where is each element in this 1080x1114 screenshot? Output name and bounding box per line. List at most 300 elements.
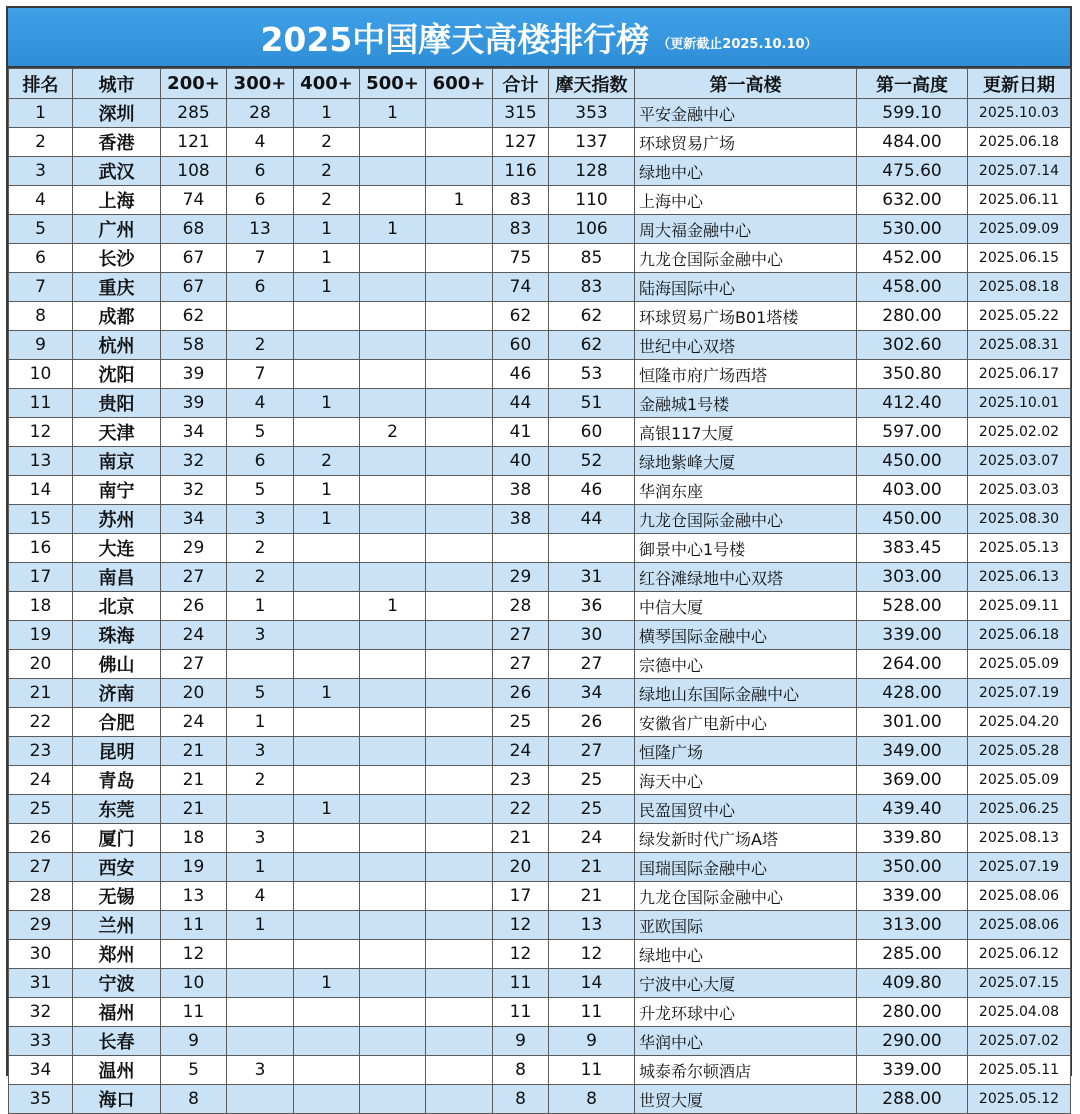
- cell-index: 21: [549, 882, 635, 911]
- cell-count-200: 11: [161, 998, 227, 1027]
- cell-rank: 12: [9, 418, 73, 447]
- cell-update-date: 2025.10.03: [968, 99, 1071, 128]
- table-body: [9, 99, 1071, 1114]
- cell-tallest-height: 439.40: [857, 795, 968, 824]
- cell-count-500: [360, 128, 426, 157]
- cell-count-300: [227, 1085, 294, 1114]
- cell-tallest-height: 632.00: [857, 186, 968, 215]
- cell-total: 8: [493, 1085, 549, 1114]
- cell-index: 83: [549, 273, 635, 302]
- cell-city: 厦门: [73, 824, 161, 853]
- table-row: [9, 1056, 1071, 1085]
- column-header-tallest-height: 第一高度: [857, 69, 968, 99]
- cell-city: 苏州: [73, 505, 161, 534]
- cell-count-600: [426, 853, 493, 882]
- cell-index: 51: [549, 389, 635, 418]
- cell-count-300: [227, 940, 294, 969]
- cell-city: 贵阳: [73, 389, 161, 418]
- table-row: [9, 1027, 1071, 1056]
- cell-city: 南京: [73, 447, 161, 476]
- cell-total: 23: [493, 766, 549, 795]
- cell-count-500: [360, 1085, 426, 1114]
- cell-total: 60: [493, 331, 549, 360]
- cell-tallest-height: 339.80: [857, 824, 968, 853]
- cell-tallest-building: 亚欧国际: [635, 911, 857, 940]
- table-row: [9, 592, 1071, 621]
- cell-count-500: [360, 737, 426, 766]
- cell-update-date: 2025.08.13: [968, 824, 1071, 853]
- column-header-update-date: 更新日期: [968, 69, 1071, 99]
- cell-city: 大连: [73, 534, 161, 563]
- cell-count-600: [426, 650, 493, 679]
- cell-index: 62: [549, 302, 635, 331]
- cell-tallest-height: 350.00: [857, 853, 968, 882]
- cell-index: 21: [549, 853, 635, 882]
- table-row: [9, 331, 1071, 360]
- table-row: [9, 824, 1071, 853]
- cell-update-date: 2025.05.22: [968, 302, 1071, 331]
- cell-count-500: 1: [360, 592, 426, 621]
- cell-tallest-building: 上海中心: [635, 186, 857, 215]
- table-row: [9, 708, 1071, 737]
- cell-count-400: 2: [294, 447, 360, 476]
- cell-total: 315: [493, 99, 549, 128]
- cell-count-200: 27: [161, 650, 227, 679]
- cell-count-400: [294, 708, 360, 737]
- table-row: [9, 418, 1071, 447]
- cell-rank: 25: [9, 795, 73, 824]
- cell-rank: 2: [9, 128, 73, 157]
- cell-count-300: 1: [227, 853, 294, 882]
- cell-rank: 27: [9, 853, 73, 882]
- cell-rank: 8: [9, 302, 73, 331]
- cell-update-date: 2025.06.17: [968, 360, 1071, 389]
- cell-index: 25: [549, 766, 635, 795]
- cell-count-500: [360, 244, 426, 273]
- cell-tallest-building: 宁波中心大厦: [635, 969, 857, 998]
- table-row: [9, 1085, 1071, 1114]
- table-row: [9, 505, 1071, 534]
- cell-index: 8: [549, 1085, 635, 1114]
- cell-count-400: [294, 418, 360, 447]
- cell-count-500: [360, 969, 426, 998]
- cell-count-600: [426, 969, 493, 998]
- cell-update-date: 2025.06.11: [968, 186, 1071, 215]
- cell-count-500: [360, 998, 426, 1027]
- cell-rank: 26: [9, 824, 73, 853]
- cell-rank: 19: [9, 621, 73, 650]
- cell-city: 香港: [73, 128, 161, 157]
- cell-count-200: 62: [161, 302, 227, 331]
- cell-count-200: 58: [161, 331, 227, 360]
- cell-count-400: 1: [294, 99, 360, 128]
- cell-tallest-building: 升龙环球中心: [635, 998, 857, 1027]
- table-row: [9, 621, 1071, 650]
- cell-count-600: [426, 157, 493, 186]
- cell-count-300: 2: [227, 766, 294, 795]
- cell-count-200: 39: [161, 389, 227, 418]
- cell-count-600: [426, 360, 493, 389]
- table-row: [9, 795, 1071, 824]
- cell-count-200: 34: [161, 418, 227, 447]
- cell-tallest-building: 宗德中心: [635, 650, 857, 679]
- cell-tallest-height: 428.00: [857, 679, 968, 708]
- cell-total: 8: [493, 1056, 549, 1085]
- cell-city: 佛山: [73, 650, 161, 679]
- cell-count-300: 2: [227, 331, 294, 360]
- cell-rank: 20: [9, 650, 73, 679]
- cell-total: 46: [493, 360, 549, 389]
- cell-total: 116: [493, 157, 549, 186]
- cell-tallest-building: 绿地紫峰大厦: [635, 447, 857, 476]
- cell-index: 128: [549, 157, 635, 186]
- cell-count-600: [426, 940, 493, 969]
- cell-count-400: [294, 1027, 360, 1056]
- cell-count-400: [294, 650, 360, 679]
- cell-total: 12: [493, 940, 549, 969]
- cell-rank: 29: [9, 911, 73, 940]
- cell-count-400: [294, 563, 360, 592]
- cell-tallest-height: 452.00: [857, 244, 968, 273]
- cell-rank: 34: [9, 1056, 73, 1085]
- cell-count-300: 6: [227, 186, 294, 215]
- column-header-rank: 排名: [9, 69, 73, 99]
- cell-count-200: 18: [161, 824, 227, 853]
- cell-count-500: [360, 911, 426, 940]
- cell-tallest-building: 中信大厦: [635, 592, 857, 621]
- cell-city: 西安: [73, 853, 161, 882]
- cell-rank: 31: [9, 969, 73, 998]
- cell-count-500: 1: [360, 215, 426, 244]
- cell-count-200: 285: [161, 99, 227, 128]
- cell-count-600: [426, 331, 493, 360]
- cell-update-date: 2025.08.06: [968, 911, 1071, 940]
- cell-count-600: [426, 1027, 493, 1056]
- cell-count-300: 5: [227, 679, 294, 708]
- cell-index: 25: [549, 795, 635, 824]
- cell-total: [493, 534, 549, 563]
- cell-tallest-height: 288.00: [857, 1085, 968, 1114]
- table-row: [9, 128, 1071, 157]
- cell-count-200: 68: [161, 215, 227, 244]
- cell-count-600: [426, 824, 493, 853]
- cell-total: 127: [493, 128, 549, 157]
- cell-count-200: 67: [161, 273, 227, 302]
- cell-count-500: 1: [360, 99, 426, 128]
- table-row: [9, 650, 1071, 679]
- cell-count-300: 3: [227, 1056, 294, 1085]
- cell-city: 海口: [73, 1085, 161, 1114]
- cell-index: 34: [549, 679, 635, 708]
- cell-count-600: [426, 215, 493, 244]
- cell-tallest-height: 369.00: [857, 766, 968, 795]
- cell-update-date: 2025.06.13: [968, 563, 1071, 592]
- cell-count-300: [227, 795, 294, 824]
- cell-update-date: 2025.07.15: [968, 969, 1071, 998]
- cell-count-300: [227, 302, 294, 331]
- table-header-row: [9, 69, 1071, 99]
- cell-update-date: 2025.06.15: [968, 244, 1071, 273]
- cell-total: 29: [493, 563, 549, 592]
- column-header-count-200: 200+: [161, 69, 227, 99]
- cell-count-400: 2: [294, 128, 360, 157]
- cell-count-200: 26: [161, 592, 227, 621]
- cell-rank: 7: [9, 273, 73, 302]
- cell-total: 22: [493, 795, 549, 824]
- cell-city: 南昌: [73, 563, 161, 592]
- cell-index: 11: [549, 998, 635, 1027]
- cell-count-200: 67: [161, 244, 227, 273]
- cell-update-date: 2025.05.12: [968, 1085, 1071, 1114]
- cell-city: 合肥: [73, 708, 161, 737]
- cell-tallest-building: 世纪中心双塔: [635, 331, 857, 360]
- cell-tallest-height: 528.00: [857, 592, 968, 621]
- cell-count-400: 1: [294, 679, 360, 708]
- ranking-table: [8, 68, 1071, 1114]
- cell-index: 12: [549, 940, 635, 969]
- cell-city: 郑州: [73, 940, 161, 969]
- column-header-count-500: 500+: [360, 69, 426, 99]
- cell-update-date: 2025.06.18: [968, 128, 1071, 157]
- cell-total: 11: [493, 969, 549, 998]
- table-row: [9, 940, 1071, 969]
- cell-tallest-height: 280.00: [857, 998, 968, 1027]
- cell-total: 38: [493, 505, 549, 534]
- cell-tallest-building: 绿发新时代广场A塔: [635, 824, 857, 853]
- cell-tallest-height: 403.00: [857, 476, 968, 505]
- cell-count-600: [426, 244, 493, 273]
- cell-index: 137: [549, 128, 635, 157]
- cell-count-500: [360, 621, 426, 650]
- cell-rank: 6: [9, 244, 73, 273]
- cell-count-600: [426, 998, 493, 1027]
- cell-city: 长沙: [73, 244, 161, 273]
- cell-index: 27: [549, 650, 635, 679]
- cell-count-500: [360, 679, 426, 708]
- cell-count-400: [294, 331, 360, 360]
- cell-index: 46: [549, 476, 635, 505]
- cell-index: 13: [549, 911, 635, 940]
- cell-count-200: 5: [161, 1056, 227, 1085]
- column-header-count-400: 400+: [294, 69, 360, 99]
- cell-count-400: [294, 1056, 360, 1085]
- cell-tallest-height: 301.00: [857, 708, 968, 737]
- cell-count-500: [360, 273, 426, 302]
- cell-count-400: [294, 1085, 360, 1114]
- cell-tallest-building: 陆海国际中心: [635, 273, 857, 302]
- cell-count-200: 11: [161, 911, 227, 940]
- cell-total: 27: [493, 650, 549, 679]
- cell-count-600: [426, 563, 493, 592]
- cell-count-200: 32: [161, 447, 227, 476]
- cell-count-600: [426, 505, 493, 534]
- cell-rank: 30: [9, 940, 73, 969]
- cell-index: 85: [549, 244, 635, 273]
- cell-tallest-building: 国瑞国际金融中心: [635, 853, 857, 882]
- cell-count-600: [426, 273, 493, 302]
- cell-count-600: [426, 1056, 493, 1085]
- cell-count-200: 8: [161, 1085, 227, 1114]
- cell-count-300: 13: [227, 215, 294, 244]
- cell-count-600: [426, 128, 493, 157]
- cell-rank: 13: [9, 447, 73, 476]
- cell-count-600: [426, 389, 493, 418]
- cell-count-200: 39: [161, 360, 227, 389]
- cell-update-date: 2025.06.12: [968, 940, 1071, 969]
- cell-total: 9: [493, 1027, 549, 1056]
- cell-update-date: 2025.08.18: [968, 273, 1071, 302]
- cell-tallest-building: 恒隆市府广场西塔: [635, 360, 857, 389]
- cell-count-200: 27: [161, 563, 227, 592]
- cell-tallest-height: 484.00: [857, 128, 968, 157]
- cell-update-date: 2025.08.30: [968, 505, 1071, 534]
- ranking-sheet: [6, 6, 1072, 1111]
- cell-count-600: [426, 882, 493, 911]
- cell-tallest-building: 海天中心: [635, 766, 857, 795]
- cell-index: 9: [549, 1027, 635, 1056]
- cell-total: 40: [493, 447, 549, 476]
- cell-city: 武汉: [73, 157, 161, 186]
- cell-count-500: [360, 476, 426, 505]
- cell-count-500: [360, 186, 426, 215]
- cell-total: 21: [493, 824, 549, 853]
- cell-rank: 28: [9, 882, 73, 911]
- column-header-index: 摩天指数: [549, 69, 635, 99]
- cell-count-200: 24: [161, 708, 227, 737]
- cell-count-500: [360, 795, 426, 824]
- cell-update-date: 2025.04.20: [968, 708, 1071, 737]
- table-row: [9, 99, 1071, 128]
- table-row: [9, 476, 1071, 505]
- cell-tallest-height: 290.00: [857, 1027, 968, 1056]
- cell-index: 27: [549, 737, 635, 766]
- cell-tallest-height: 350.80: [857, 360, 968, 389]
- cell-count-400: [294, 737, 360, 766]
- cell-count-500: [360, 853, 426, 882]
- cell-count-400: 1: [294, 969, 360, 998]
- cell-count-300: 4: [227, 389, 294, 418]
- cell-update-date: 2025.04.08: [968, 998, 1071, 1027]
- cell-count-400: [294, 853, 360, 882]
- cell-count-200: 12: [161, 940, 227, 969]
- cell-update-date: 2025.07.14: [968, 157, 1071, 186]
- cell-count-400: 2: [294, 157, 360, 186]
- cell-rank: 5: [9, 215, 73, 244]
- cell-index: 44: [549, 505, 635, 534]
- cell-tallest-height: 280.00: [857, 302, 968, 331]
- cell-total: 75: [493, 244, 549, 273]
- cell-tallest-height: 458.00: [857, 273, 968, 302]
- cell-count-200: 19: [161, 853, 227, 882]
- cell-update-date: 2025.03.03: [968, 476, 1071, 505]
- cell-tallest-height: 285.00: [857, 940, 968, 969]
- cell-tallest-height: 412.40: [857, 389, 968, 418]
- cell-count-600: [426, 592, 493, 621]
- cell-count-500: [360, 882, 426, 911]
- cell-city: 深圳: [73, 99, 161, 128]
- cell-count-600: [426, 476, 493, 505]
- table-row: [9, 215, 1071, 244]
- cell-city: 沈阳: [73, 360, 161, 389]
- cell-index: [549, 534, 635, 563]
- cell-total: 38: [493, 476, 549, 505]
- table-row: [9, 360, 1071, 389]
- cell-tallest-height: 339.00: [857, 882, 968, 911]
- table-row: [9, 998, 1071, 1027]
- cell-tallest-building: 华润东座: [635, 476, 857, 505]
- cell-tallest-building: 绿地中心: [635, 157, 857, 186]
- cell-update-date: 2025.10.01: [968, 389, 1071, 418]
- cell-total: 27: [493, 621, 549, 650]
- cell-rank: 22: [9, 708, 73, 737]
- cell-count-400: [294, 360, 360, 389]
- cell-count-400: [294, 621, 360, 650]
- cell-city: 福州: [73, 998, 161, 1027]
- cell-tallest-building: 安徽省广电新中心: [635, 708, 857, 737]
- cell-index: 53: [549, 360, 635, 389]
- cell-total: 17: [493, 882, 549, 911]
- cell-count-500: [360, 766, 426, 795]
- cell-update-date: 2025.05.13: [968, 534, 1071, 563]
- cell-update-date: 2025.07.19: [968, 853, 1071, 882]
- cell-count-500: [360, 389, 426, 418]
- cell-tallest-building: 平安金融中心: [635, 99, 857, 128]
- cell-tallest-building: 高银117大厦: [635, 418, 857, 447]
- cell-update-date: 2025.08.31: [968, 331, 1071, 360]
- cell-count-500: [360, 824, 426, 853]
- cell-tallest-building: 横琴国际金融中心: [635, 621, 857, 650]
- cell-count-400: 1: [294, 505, 360, 534]
- cell-city: 广州: [73, 215, 161, 244]
- cell-count-400: 1: [294, 215, 360, 244]
- cell-tallest-building: 世贸大厦: [635, 1085, 857, 1114]
- cell-tallest-height: 383.45: [857, 534, 968, 563]
- cell-count-500: [360, 1027, 426, 1056]
- cell-total: 26: [493, 679, 549, 708]
- cell-update-date: 2025.07.02: [968, 1027, 1071, 1056]
- cell-city: 上海: [73, 186, 161, 215]
- cell-tallest-height: 409.80: [857, 969, 968, 998]
- cell-count-200: 34: [161, 505, 227, 534]
- cell-count-300: 3: [227, 737, 294, 766]
- page-title: 2025中国摩天高楼排行榜: [260, 19, 650, 59]
- column-header-count-600: 600+: [426, 69, 493, 99]
- cell-update-date: 2025.07.19: [968, 679, 1071, 708]
- cell-index: 31: [549, 563, 635, 592]
- cell-city: 珠海: [73, 621, 161, 650]
- cell-total: 62: [493, 302, 549, 331]
- cell-count-400: 1: [294, 795, 360, 824]
- cell-count-600: [426, 302, 493, 331]
- cell-rank: 3: [9, 157, 73, 186]
- cell-rank: 35: [9, 1085, 73, 1114]
- cell-count-400: [294, 940, 360, 969]
- cell-rank: 32: [9, 998, 73, 1027]
- cell-tallest-building: 恒隆广场: [635, 737, 857, 766]
- cell-total: 25: [493, 708, 549, 737]
- cell-city: 济南: [73, 679, 161, 708]
- cell-rank: 24: [9, 766, 73, 795]
- cell-update-date: 2025.05.09: [968, 650, 1071, 679]
- cell-rank: 10: [9, 360, 73, 389]
- cell-count-400: [294, 824, 360, 853]
- table-row: [9, 766, 1071, 795]
- cell-city: 东莞: [73, 795, 161, 824]
- cell-rank: 15: [9, 505, 73, 534]
- cell-count-600: [426, 99, 493, 128]
- cell-city: 成都: [73, 302, 161, 331]
- cell-total: 41: [493, 418, 549, 447]
